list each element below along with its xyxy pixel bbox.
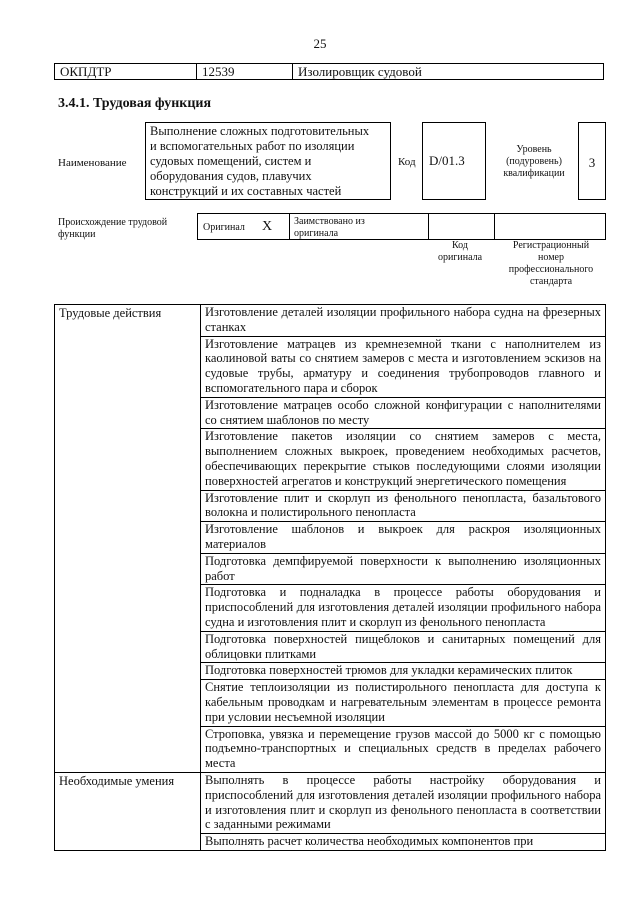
work-function-table: [54, 304, 606, 851]
list-item: Изготовление пакетов изоляции со снятием замеров с места, выполнением сложных выкроек, проведением необходимых расчетов, обеспечивающих перекрытие стыков последующими слоями изоляции поверхностей агрегатов и конструкций энергетического помещения: [201, 429, 606, 490]
table-row: [55, 772, 606, 833]
function-name-line: и вспомогательных работ по изоляции: [150, 139, 355, 153]
borrowed-label-line: Заимствовано из: [294, 216, 365, 227]
origin-label-line: Происхождение трудовой: [58, 217, 168, 228]
okpdtr-name: Изолировщик судовой: [298, 64, 422, 79]
section-label: Необходимые умения: [55, 772, 201, 850]
list-item: Изготовление деталей изоляции профильного набора судна на фрезерных станках: [201, 305, 606, 337]
list-item: Подготовка демпфируемой поверхности к выполнению изоляционных работ: [201, 553, 606, 585]
code-label: Код: [398, 156, 416, 168]
origin-label: [58, 217, 167, 241]
borrowed-label: [294, 216, 365, 240]
list-item: Изготовление матрацев из кремнеземной ткани с наполнителем из каолиновой ваты со снятием замеров с места и изготовлением эскизов на судовые трубы, арматуру и соединения трубопроводов главного и вспомогательного пара и сборок: [201, 336, 606, 397]
caption-line: Регистрационный: [512, 240, 590, 251]
okpdtr-code: 12539: [202, 64, 235, 79]
function-name-line: судовых помещений, систем и: [150, 154, 312, 168]
function-name-line: оборудования судов, плавучих: [150, 169, 312, 183]
list-item: Подготовка поверхностей трюмов для укладки керамических плиток: [201, 663, 606, 680]
borrowed-label-line: оригинала: [294, 228, 339, 239]
original-label: Оригинал: [203, 222, 245, 233]
caption-line: оригинала: [437, 252, 483, 263]
level-label-line: Уровень: [516, 144, 552, 155]
level-label-line: (подуровень): [506, 156, 562, 167]
okpdtr-row: [54, 63, 604, 80]
function-code-box: [422, 122, 486, 200]
function-name-box: [145, 122, 391, 200]
level-value: 3: [588, 155, 596, 170]
list-item: Подготовка поверхностей пищеблоков и санитарных помещений для облицовки плитками: [201, 631, 606, 663]
level-box: [578, 122, 606, 200]
caption-line: Код: [452, 240, 468, 251]
list-item: Выполнять расчет количества необходимых компонентов при: [201, 834, 606, 851]
list-item: Снятие теплоизоляции из полистирольного пенопласта для доступа к кабельным проводкам и нагревательным элементам в процессе ремонта при условии несъемной изоляции: [201, 680, 606, 726]
reg-number-caption: [496, 240, 606, 288]
origin-label-line: функции: [58, 229, 96, 240]
caption-line: профессионального: [508, 264, 594, 275]
function-name-line: конструкций и их составных частей: [150, 184, 342, 198]
level-label: [494, 144, 574, 180]
list-item: Изготовление плит и скорлуп из фенольного пенопласта, базальтового волокна и полистирольного пенопласта: [201, 490, 606, 522]
name-label: Наименование: [58, 157, 127, 169]
function-code: D/01.3: [429, 153, 465, 168]
list-item: Изготовление шаблонов и выкроек для раскроя изоляционных материалов: [201, 522, 606, 554]
list-item: Строповка, увязка и перемещение грузов массой до 5000 кг с помощью подъемно-транспортных и специальных средств в пределах рабочего места: [201, 726, 606, 772]
caption-line: номер: [538, 252, 564, 263]
origin-row: [197, 213, 606, 240]
code-original-caption: [426, 240, 494, 264]
function-name-line: Выполнение сложных подготовительных: [150, 124, 370, 138]
level-label-line: квалификации: [503, 168, 565, 179]
original-mark: X: [262, 219, 273, 234]
okpdtr-label: ОКПДТР: [60, 64, 112, 79]
page-number: 25: [313, 36, 327, 51]
section-label: Трудовые действия: [55, 305, 201, 773]
list-item: Изготовление матрацев особо сложной конфигурации с наполнителями со снятием шаблонов по месту: [201, 397, 606, 429]
caption-line: стандарта: [529, 276, 573, 287]
section-title: 3.4.1. Трудовая функция: [58, 96, 212, 111]
list-item: Выполнять в процессе работы настройку оборудования и приспособлений для изготовления деталей изоляции профильного набора и изготовления плит и скорлуп из фенольного пенопласта в соответствии с заданными режимами: [201, 772, 606, 833]
table-row: [55, 305, 606, 337]
list-item: Подготовка и подналадка в процессе работы оборудования и приспособлений для изготовления деталей изоляции профильного набора судна и изготовления плит и скорлуп из фенольного пенопласта: [201, 585, 606, 631]
